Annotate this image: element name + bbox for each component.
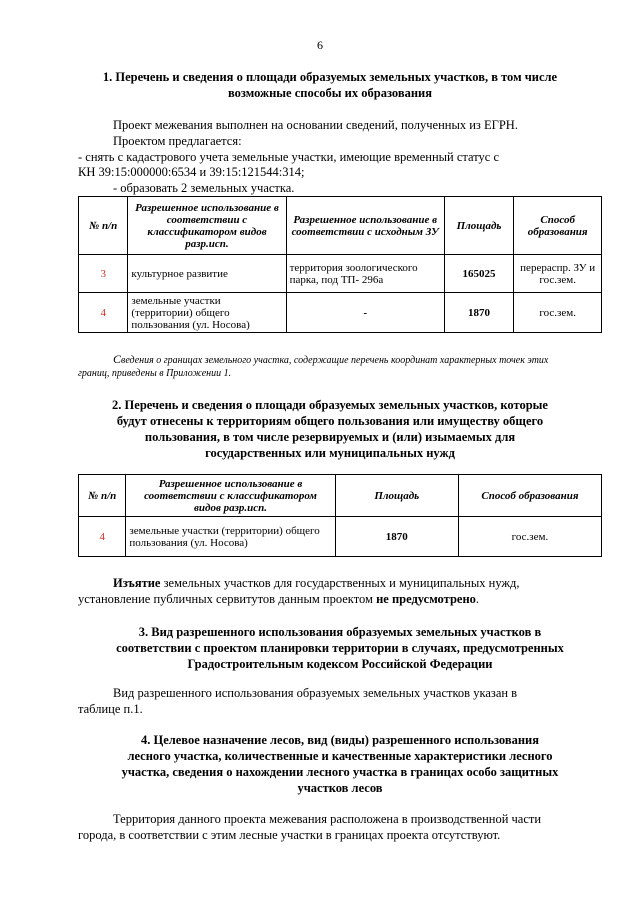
row-use: культурное развитие [128, 255, 286, 293]
table-public-plots [78, 474, 602, 557]
section-4-title-line: 4. Целевое назначение лесов, вид (виды) разрешенного использования [140, 733, 540, 747]
note-text: ведения о границах земельного участка, содержащие перечень координат характерных точек этих [121, 355, 549, 366]
column-header: № п/п [79, 475, 126, 517]
paragraph-line: города, в соответствии с этим лесные участки в границах проекта отсутствуют. [78, 828, 501, 842]
row-number: 4 [79, 293, 128, 333]
bold-term: Изъятие [113, 576, 161, 590]
paragraph-line: таблице п.1. [78, 702, 143, 716]
paragraph-line: КН 39:15:000000:6534 и 39:15:121544:314; [78, 165, 305, 179]
section-4-title-line: участков лесов [297, 781, 383, 795]
table-note-line: границ, приведены в Приложении 1. [78, 368, 232, 379]
paragraph-line: Территория данного проекта межевания расположена в производственной части [113, 812, 542, 826]
row-area: 1870 [444, 293, 514, 333]
paragraph-line [113, 576, 593, 591]
section-3-title-line: Градостроительным кодексом Российской Федерации [187, 657, 493, 671]
paragraph: Проектом предлагается: [113, 134, 242, 148]
section-1-title-line: возможные способы их образования [227, 86, 433, 100]
table-row [79, 255, 602, 293]
paragraph: - образовать 2 земельных участка. [113, 181, 295, 195]
row-method: перераспр. ЗУ и гос.зем. [514, 255, 602, 293]
row-use: земельные участки (территории) общего пользования (ул. Носова) [128, 293, 286, 333]
paragraph-line: - снять с кадастрового учета земельные участки, имеющие временный статус с [78, 150, 500, 164]
column-header: Способ образования [514, 197, 602, 255]
section-1-title [60, 69, 600, 101]
table-header-row [79, 475, 602, 517]
table-header-row [79, 197, 602, 255]
section-2-title [60, 397, 600, 461]
section-2-title-line: государственных или муниципальных нужд [205, 446, 455, 460]
section-3-title-line: соответствии с проектом планировки территории в случаях, предусмотренных [116, 641, 564, 655]
paragraph-text: установление публичных сервитутов данным проектом [78, 592, 377, 606]
table-note [113, 353, 603, 367]
row-method: гос.зем. [458, 517, 601, 557]
page-number: 6 [317, 38, 323, 52]
section-1-title-line: 1. Перечень и сведения о площади образуемых земельных участков, в том числе [102, 70, 558, 84]
row-number: 4 [79, 517, 126, 557]
section-2-title-line: 2. Перечень и сведения о площади образуемых земельных участков, которые [112, 398, 548, 412]
table-row [79, 293, 602, 333]
row-area: 1870 [335, 517, 458, 557]
paragraph-text: земельных участков для государственных и муниципальных нужд, [160, 576, 520, 590]
paragraph: Проект межевания выполнен на основании сведений, полученных из ЕГРН. [113, 118, 518, 132]
column-header: Способ образования [458, 475, 601, 517]
section-2-title-line: будут отнесены к территориям общего пользования или имуществу общего [116, 414, 544, 428]
row-use: земельные участки (территории) общего пользования (ул. Носова) [126, 517, 335, 557]
row-number: 3 [79, 255, 128, 293]
paragraph-line: Вид разрешенного использования образуемых земельных участков указан в [113, 686, 518, 700]
column-header: Площадь [335, 475, 458, 517]
column-header: Площадь [444, 197, 514, 255]
column-header: Разрешенное использование в соответствии с классификатором видов разр.исп. [126, 475, 335, 517]
note-first-letter: С [113, 352, 122, 366]
bold-term: не предусмотрено [376, 592, 476, 606]
column-header: Разрешенное использование в соответствии с исходным ЗУ [286, 197, 444, 255]
section-4-title-line: участка, сведения о нахождении лесного участка в границах особо защитных [121, 765, 559, 779]
paragraph-line [78, 592, 479, 607]
row-area: 165025 [444, 255, 514, 293]
row-method: гос.зем. [514, 293, 602, 333]
paragraph-text: . [475, 592, 480, 606]
table-land-plots [78, 196, 602, 333]
section-3-title [70, 624, 610, 672]
column-header: Разрешенное использование в соответствии с классификатором видов разр.исп. [128, 197, 286, 255]
row-orig-use: территория зоологического парка, под ТП- 296а [286, 255, 444, 293]
row-orig-use: - [286, 293, 444, 333]
section-4-title-line: лесного участка, количественные и качественные характеристики лесного [127, 749, 553, 763]
column-header: № п/п [79, 197, 128, 255]
table-row [79, 517, 602, 557]
section-2-title-line: пользования, в том числе резервируемых и (или) изымаемых для [144, 430, 516, 444]
section-4-title [70, 732, 610, 796]
section-3-title-line: 3. Вид разрешенного использования образуемых земельных участков в [138, 625, 542, 639]
